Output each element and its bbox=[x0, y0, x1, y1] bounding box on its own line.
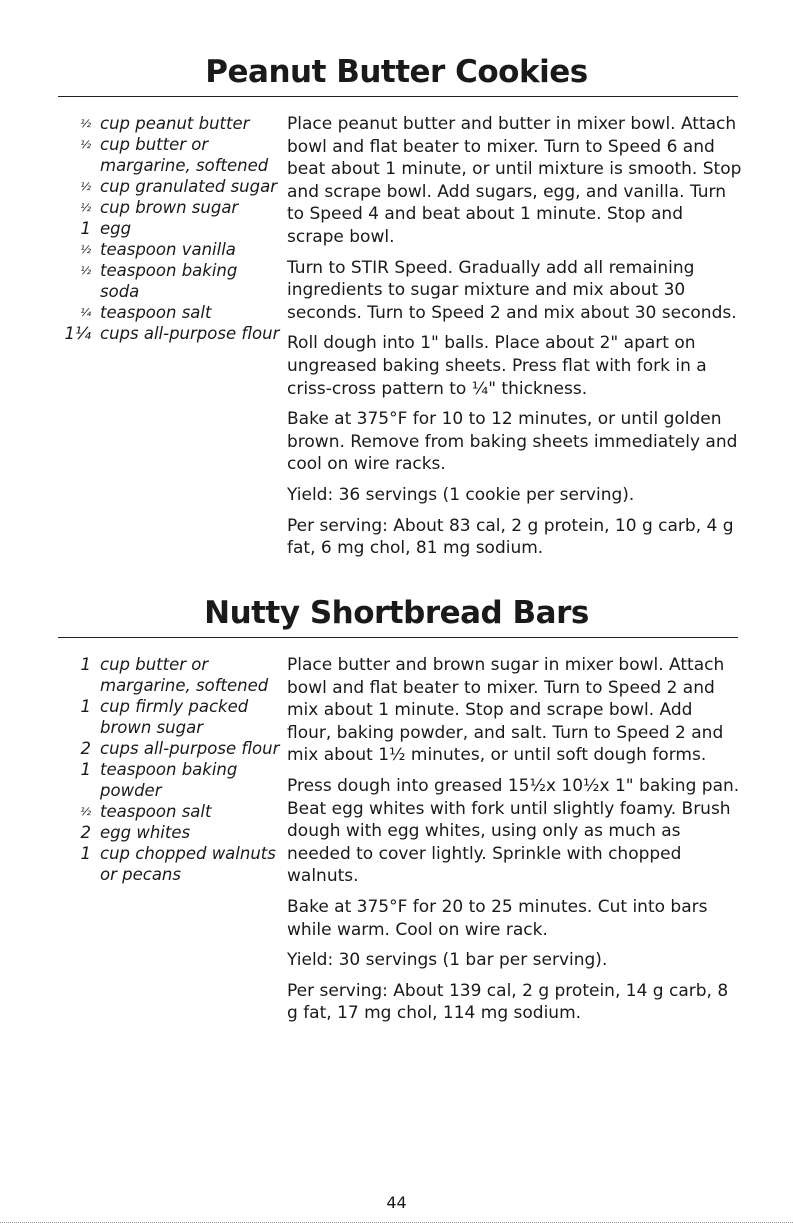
ingredient-quantity: 2 bbox=[80, 739, 91, 758]
instruction-paragraph: Per serving: About 83 cal, 2 g protein, 10 g carb, 4 g fat, 6 mg chol, 81 mg sodium. bbox=[287, 515, 734, 559]
instructions bbox=[287, 113, 742, 568]
ingredient-item bbox=[80, 113, 280, 134]
ingredient-quantity: ½ bbox=[80, 243, 91, 256]
instruction-paragraph: Bake at 375°F for 20 to 25 minutes. Cut into bars while warm. Cool on wire rack. bbox=[287, 896, 708, 940]
ingredient-item bbox=[80, 260, 280, 302]
ingredient-item bbox=[80, 134, 280, 176]
ingredient-text: teaspoon vanilla bbox=[100, 240, 236, 259]
ingredient-list bbox=[80, 654, 280, 885]
instruction-paragraph: Turn to STIR Speed. Gradually add all remaining ingredients to sugar mixture and mix about 30 seconds. Turn to Speed 2 and mix about 30 seconds. bbox=[287, 257, 737, 323]
ingredient-text: cups all-purpose flour bbox=[100, 324, 280, 343]
ingredient-quantity: 2 bbox=[80, 823, 91, 842]
instruction-paragraph: Yield: 30 servings (1 bar per serving). bbox=[287, 950, 608, 971]
ingredient-item bbox=[80, 176, 280, 197]
ingredient-text: cups all-purpose flour bbox=[100, 739, 280, 758]
ingredient-text: teaspoon baking soda bbox=[100, 261, 238, 301]
ingredient-item bbox=[80, 738, 280, 759]
ingredient-item bbox=[80, 218, 280, 239]
ingredient-item bbox=[80, 239, 280, 260]
ingredient-text: cup brown sugar bbox=[100, 198, 239, 217]
instruction-paragraph: Roll dough into 1" balls. Place about 2" apart on ungreased baking sheets. Press flat with fork in a criss-cross pattern to ¼" thickness. bbox=[287, 333, 707, 399]
ingredient-quantity: ½ bbox=[80, 264, 91, 277]
recipe-nutty-shortbread-bars bbox=[0, 593, 793, 1024]
ingredient-item bbox=[80, 759, 280, 801]
ingredient-quantity: 1 bbox=[80, 844, 91, 863]
instruction-paragraph: Per serving: About 139 cal, 2 g protein, 14 g carb, 8 g fat, 17 mg chol, 114 mg sodium. bbox=[287, 980, 729, 1024]
ingredient-quantity: ¼ bbox=[80, 306, 91, 319]
ingredient-item bbox=[80, 654, 280, 696]
ingredient-quantity: 1¼ bbox=[64, 324, 91, 343]
title-divider bbox=[58, 96, 738, 97]
instructions bbox=[287, 654, 742, 1033]
ingredient-quantity: 1 bbox=[80, 697, 91, 716]
ingredient-text: cup firmly packed brown sugar bbox=[100, 697, 249, 737]
ingredient-quantity: ½ bbox=[80, 805, 91, 818]
instruction-paragraph: Bake at 375°F for 10 to 12 minutes, or until golden brown. Remove from baking sheets immediately and cool on wire racks. bbox=[287, 409, 738, 475]
ingredient-text: cup chopped walnuts or pecans bbox=[100, 844, 276, 884]
instruction-paragraph: Place peanut butter and butter in mixer bowl. Attach bowl and flat beater to mixer. Turn to Speed 6 and beat about 1 minute, or until mixture is smooth. Stop and scrape bowl. Add sugars, egg, and vanilla. Turn to Speed 4 and beat about 1 minute. Stop and scrape bowl. bbox=[287, 114, 742, 247]
title-divider bbox=[58, 637, 738, 638]
ingredient-text: egg whites bbox=[100, 823, 191, 842]
ingredient-item bbox=[80, 197, 280, 218]
ingredient-quantity: 1 bbox=[80, 655, 91, 674]
ingredient-text: egg bbox=[100, 219, 132, 238]
ingredient-quantity: ½ bbox=[80, 180, 91, 193]
instruction-paragraph: Place butter and brown sugar in mixer bowl. Attach bowl and flat beater to mixer. Turn to Speed 2 and mix about 1 minute. Stop and scrape bowl. Add flour, baking powder, and salt. Turn to Speed 2 and mix about 1½ minutes, or until soft dough forms. bbox=[287, 655, 725, 766]
page-number: 44 bbox=[386, 1193, 407, 1212]
ingredient-text: cup peanut butter bbox=[100, 114, 250, 133]
ingredient-item bbox=[80, 801, 280, 822]
recipe-title: Nutty Shortbread Bars bbox=[204, 595, 589, 631]
ingredient-item bbox=[80, 843, 280, 885]
ingredient-text: cup butter or margarine, softened bbox=[100, 135, 269, 175]
page-bottom-border bbox=[0, 1222, 793, 1223]
ingredient-quantity: ½ bbox=[80, 201, 91, 214]
ingredient-text: cup granulated sugar bbox=[100, 177, 277, 196]
ingredient-quantity: ½ bbox=[80, 117, 91, 130]
ingredient-quantity: ½ bbox=[80, 138, 91, 151]
ingredient-list bbox=[64, 113, 280, 344]
recipe-peanut-butter-cookies bbox=[0, 52, 793, 559]
ingredient-item bbox=[80, 302, 280, 323]
ingredient-quantity: 1 bbox=[80, 760, 91, 779]
instruction-paragraph: Press dough into greased 15½x 10½x 1" baking pan. Beat egg whites with fork until slightly foamy. Brush dough with egg whites, using only as much as needed to cover lightly. Sprinkle with chopped walnuts. bbox=[287, 775, 740, 887]
ingredient-quantity: 1 bbox=[80, 219, 91, 238]
recipe-title: Peanut Butter Cookies bbox=[205, 54, 588, 90]
ingredient-text: teaspoon baking powder bbox=[100, 760, 238, 800]
ingredient-text: teaspoon salt bbox=[100, 802, 212, 821]
ingredient-item bbox=[80, 822, 280, 843]
instruction-paragraph: Yield: 36 servings (1 cookie per serving). bbox=[287, 484, 635, 505]
ingredient-text: cup butter or margarine, softened bbox=[100, 655, 269, 695]
ingredient-text: teaspoon salt bbox=[100, 303, 212, 322]
ingredient-item bbox=[80, 696, 280, 738]
ingredient-item bbox=[64, 323, 280, 344]
